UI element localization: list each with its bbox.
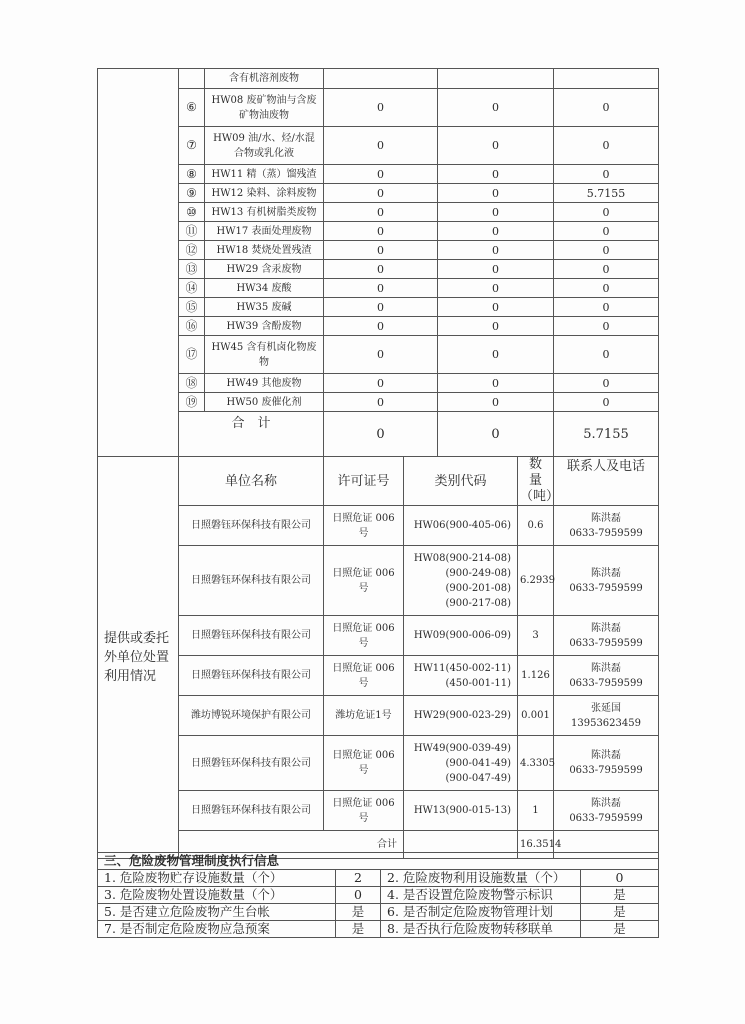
value-col2: 0	[438, 279, 554, 298]
waste-row	[98, 393, 659, 412]
contact: 陈洪磊 0633-7959599	[554, 736, 659, 791]
row-number: ⑮	[179, 298, 205, 317]
item-label: 8. 是否执行危险废物转移联单	[381, 921, 581, 938]
license-no: 日照危证 006 号	[324, 791, 404, 831]
value-col1: 0	[324, 374, 438, 393]
item-label: 5. 是否建立危险废物产生台帐	[98, 904, 336, 921]
disposal-row	[98, 616, 659, 656]
row-number: ⑨	[179, 184, 205, 203]
row-number: ⑬	[179, 260, 205, 279]
value-col3: 0	[554, 336, 659, 374]
waste-row	[98, 203, 659, 222]
item-value: 是	[336, 904, 381, 921]
value-col3: 0	[554, 241, 659, 260]
quantity: 1	[518, 791, 554, 831]
waste-category: HW50 废催化剂	[205, 393, 324, 412]
unit-name: 日照磐钰环保科技有限公司	[179, 656, 324, 696]
total-col2: 0	[438, 412, 554, 457]
total-label: 合 计	[179, 412, 324, 457]
quantity: 3	[518, 616, 554, 656]
waste-row	[98, 69, 659, 89]
value-col3: 0	[554, 203, 659, 222]
value-col2: 0	[438, 165, 554, 184]
management-row	[98, 921, 659, 938]
unit-name: 日照磐钰环保科技有限公司	[179, 736, 324, 791]
value-col1: 0	[324, 203, 438, 222]
value-col1	[324, 69, 438, 89]
item-value: 是	[581, 887, 659, 904]
row-number: ⑧	[179, 165, 205, 184]
value-col1: 0	[324, 298, 438, 317]
category-code: HW08(900-214-08) (900-249-08) (900-201-08) (900-217-08)	[404, 546, 518, 616]
item-label: 4. 是否设置危险废物警示标识	[381, 887, 581, 904]
row-number: ⑰	[179, 336, 205, 374]
category-code: HW11(450-002-11) (450-001-11)	[404, 656, 518, 696]
row-number: ⑦	[179, 127, 205, 165]
row-number: ⑯	[179, 317, 205, 336]
license-no: 日照危证 006 号	[324, 656, 404, 696]
value-col3: 0	[554, 393, 659, 412]
row-number: ⑲	[179, 393, 205, 412]
quantity: 4.3305	[518, 736, 554, 791]
item-label: 3. 危险废物处置设施数量（个）	[98, 887, 336, 904]
value-col1: 0	[324, 317, 438, 336]
value-col1: 0	[324, 260, 438, 279]
disposal-total-label: 合计	[179, 831, 404, 859]
item-value: 0	[581, 870, 659, 887]
unit-name: 潍坊博锐环境保护有限公司	[179, 696, 324, 736]
value-col1: 0	[324, 184, 438, 203]
value-col1: 0	[324, 279, 438, 298]
waste-row	[98, 298, 659, 317]
item-value: 0	[336, 887, 381, 904]
value-col2: 0	[438, 260, 554, 279]
waste-total-row	[98, 412, 659, 457]
row-number: ⑭	[179, 279, 205, 298]
value-col3: 5.7155	[554, 184, 659, 203]
value-col1: 0	[324, 127, 438, 165]
category-code: HW06(900-405-06)	[404, 506, 518, 546]
unit-name: 日照磐钰环保科技有限公司	[179, 506, 324, 546]
management-row	[98, 870, 659, 887]
management-row	[98, 887, 659, 904]
value-col2: 0	[438, 184, 554, 203]
value-col3: 0	[554, 374, 659, 393]
contact: 陈洪磊 0633-7959599	[554, 506, 659, 546]
item-label: 7. 是否制定危险废物应急预案	[98, 921, 336, 938]
waste-category: HW34 废酸	[205, 279, 324, 298]
quantity: 1.126	[518, 656, 554, 696]
row-number: ⑩	[179, 203, 205, 222]
value-col3: 0	[554, 298, 659, 317]
row-number	[179, 69, 205, 89]
value-col1: 0	[324, 336, 438, 374]
item-value: 2	[336, 870, 381, 887]
waste-category: HW12 染料、涂料废物	[205, 184, 324, 203]
unit-name: 日照磐钰环保科技有限公司	[179, 546, 324, 616]
contact: 陈洪磊 0633-7959599	[554, 656, 659, 696]
row-number: ⑥	[179, 89, 205, 127]
disposal-row	[98, 546, 659, 616]
waste-row	[98, 222, 659, 241]
quantity: 6.2939	[518, 546, 554, 616]
waste-category: HW45 含有机卤化物废 物	[205, 336, 324, 374]
item-value: 是	[336, 921, 381, 938]
value-col3: 0	[554, 127, 659, 165]
waste-category: HW18 焚烧处置残渣	[205, 241, 324, 260]
waste-category: HW39 含酚废物	[205, 317, 324, 336]
value-col2: 0	[438, 222, 554, 241]
disposal-total-qty: 16.3514	[518, 831, 554, 859]
disposal-header-row	[98, 457, 659, 506]
waste-row	[98, 184, 659, 203]
contact: 陈洪磊 0633-7959599	[554, 546, 659, 616]
waste-row	[98, 317, 659, 336]
value-col3: 0	[554, 260, 659, 279]
management-info-table	[97, 852, 659, 938]
value-col1: 0	[324, 165, 438, 184]
category-code: HW29(900-023-29)	[404, 696, 518, 736]
disposal-side-label: 提供或委托 外单位处置 利用情况	[98, 457, 179, 859]
value-col2: 0	[438, 336, 554, 374]
value-col2: 0	[438, 298, 554, 317]
disposal-row	[98, 656, 659, 696]
category-code: HW49(900-039-49) (900-041-49) (900-047-49)	[404, 736, 518, 791]
disposal-row	[98, 696, 659, 736]
value-col3: 0	[554, 317, 659, 336]
waste-row	[98, 241, 659, 260]
item-label: 1. 危险废物贮存设施数量（个）	[98, 870, 336, 887]
license-no: 日照危证 006 号	[324, 546, 404, 616]
waste-category: HW13 有机树脂类废物	[205, 203, 324, 222]
waste-row	[98, 374, 659, 393]
value-col1: 0	[324, 393, 438, 412]
header-contact: 联系人及电话	[554, 457, 659, 506]
header-unit: 单位名称	[179, 457, 324, 506]
value-col2: 0	[438, 393, 554, 412]
value-col1: 0	[324, 89, 438, 127]
disposal-row	[98, 506, 659, 546]
row-number: ⑫	[179, 241, 205, 260]
waste-row	[98, 279, 659, 298]
value-col2: 0	[438, 127, 554, 165]
value-col2: 0	[438, 203, 554, 222]
header-qty: 数 量 （吨）	[518, 457, 554, 506]
waste-category: HW29 含汞废物	[205, 260, 324, 279]
contact: 张延国 13953623459	[554, 696, 659, 736]
value-col1: 0	[324, 241, 438, 260]
contact: 陈洪磊 0633-7959599	[554, 791, 659, 831]
section-title: 三、危险废物管理制度执行信息	[98, 853, 659, 870]
waste-category: HW49 其他废物	[205, 374, 324, 393]
quantity: 0.6	[518, 506, 554, 546]
waste-row	[98, 89, 659, 127]
waste-category: HW17 表面处理废物	[205, 222, 324, 241]
total-col1: 0	[324, 412, 438, 457]
waste-row	[98, 165, 659, 184]
category-code: HW13(900-015-13)	[404, 791, 518, 831]
waste-category: 含有机溶剂废物	[205, 69, 324, 89]
contact: 陈洪磊 0633-7959599	[554, 616, 659, 656]
waste-category: HW09 油/水、烃/水混 合物或乳化液	[205, 127, 324, 165]
waste-category: HW08 废矿物油与含废 矿物油废物	[205, 89, 324, 127]
value-col3: 0	[554, 165, 659, 184]
license-no: 日照危证 006 号	[324, 506, 404, 546]
header-code: 类别代码	[404, 457, 518, 506]
item-value: 是	[581, 921, 659, 938]
license-no: 潍坊危证1号	[324, 696, 404, 736]
license-no: 日照危证 006 号	[324, 736, 404, 791]
unit-name: 日照磐钰环保科技有限公司	[179, 616, 324, 656]
value-col2: 0	[438, 374, 554, 393]
value-col2: 0	[438, 241, 554, 260]
side-blank-cell	[98, 69, 179, 457]
value-col2: 0	[438, 89, 554, 127]
item-value: 是	[581, 904, 659, 921]
management-row	[98, 904, 659, 921]
value-col2	[438, 69, 554, 89]
item-label: 6. 是否制定危险废物管理计划	[381, 904, 581, 921]
value-col3: 0	[554, 222, 659, 241]
disposal-row	[98, 791, 659, 831]
waste-category: HW11 精（蒸）馏残渣	[205, 165, 324, 184]
waste-row	[98, 260, 659, 279]
row-number: ⑱	[179, 374, 205, 393]
waste-and-disposal-table	[97, 68, 659, 859]
value-col2: 0	[438, 317, 554, 336]
waste-category: HW35 废碱	[205, 298, 324, 317]
waste-row	[98, 127, 659, 165]
waste-row	[98, 336, 659, 374]
value-col3	[554, 69, 659, 89]
value-col3: 0	[554, 279, 659, 298]
value-col3: 0	[554, 89, 659, 127]
value-col1: 0	[324, 222, 438, 241]
row-number: ⑪	[179, 222, 205, 241]
total-col3: 5.7155	[554, 412, 659, 457]
header-license: 许可证号	[324, 457, 404, 506]
category-code: HW09(900-006-09)	[404, 616, 518, 656]
license-no: 日照危证 006 号	[324, 616, 404, 656]
unit-name: 日照磐钰环保科技有限公司	[179, 791, 324, 831]
disposal-row	[98, 736, 659, 791]
quantity: 0.001	[518, 696, 554, 736]
item-label: 2. 危险废物利用设施数量（个）	[381, 870, 581, 887]
